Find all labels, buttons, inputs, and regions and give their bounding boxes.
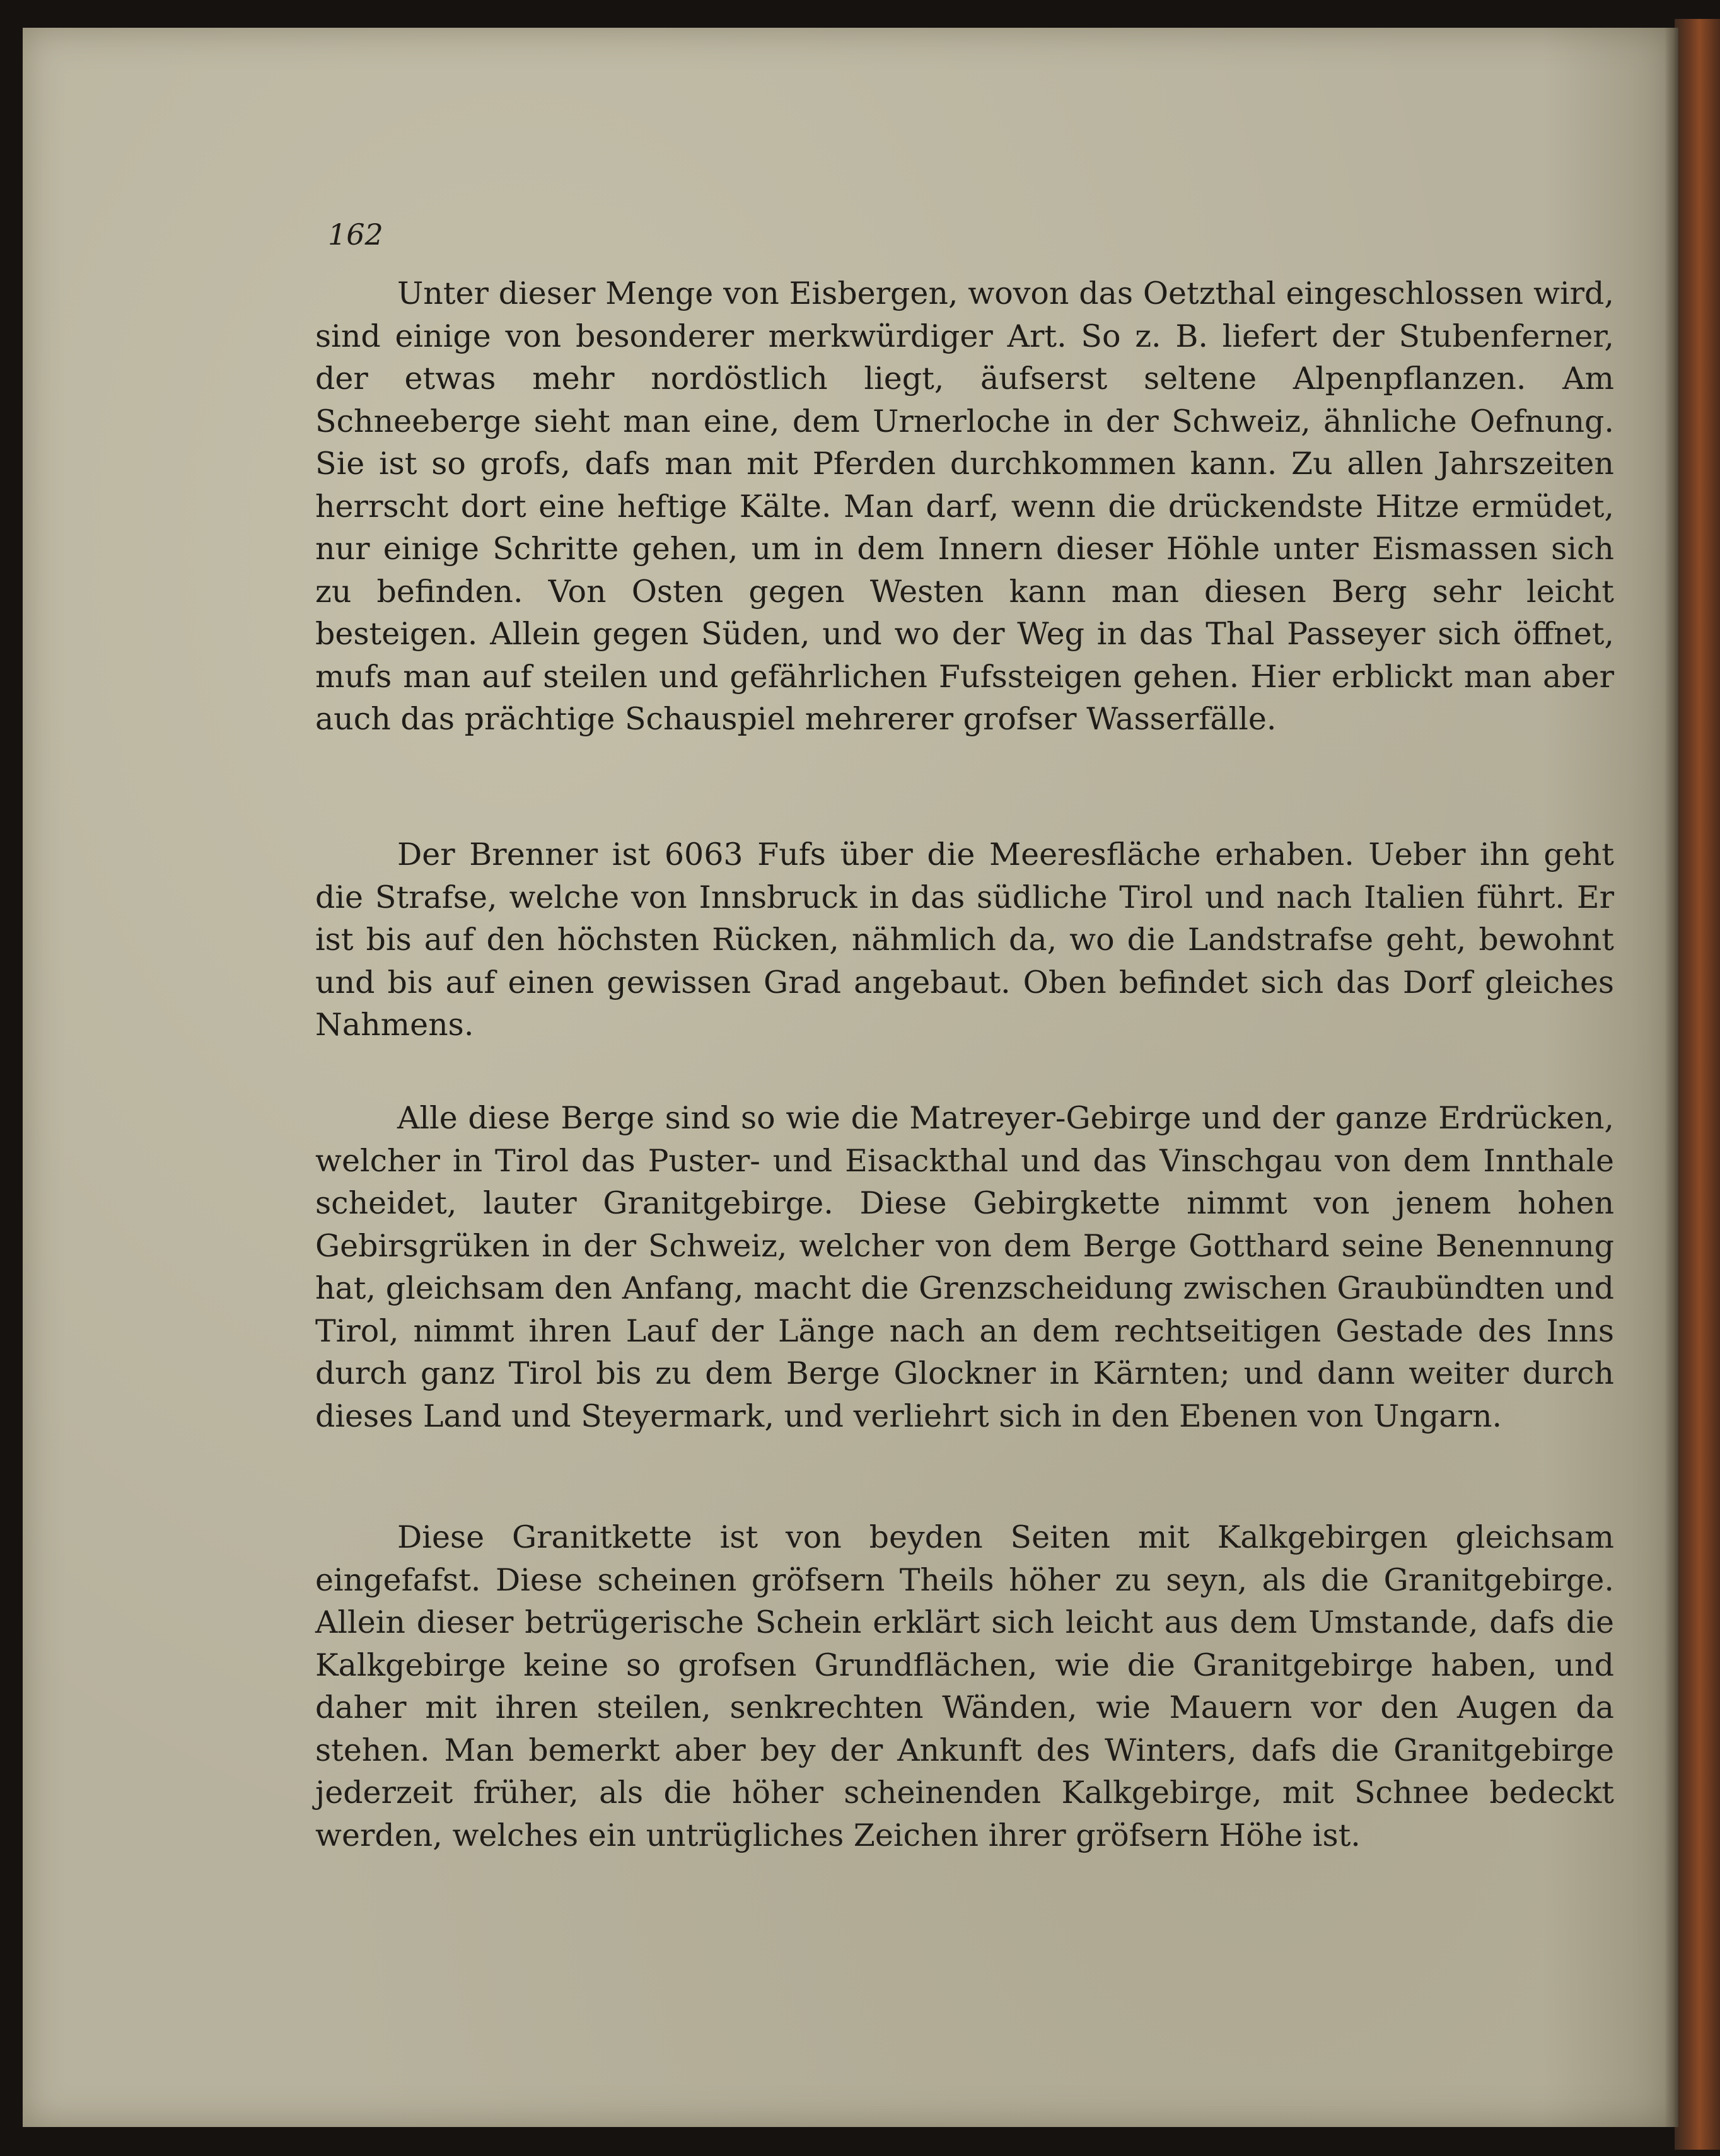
page-number: 162 xyxy=(328,217,383,252)
paragraph-brenner: Der Brenner ist 6063 Fufs über die Meeresfläche erhaben. Ueber ihn geht die Strafse, welche von Innsbruck in das südliche Tirol und nach Italien führt. Er ist bis auf den höchsten Rücken, nähmlich da, wo die Landstrafse geht, bewohnt und bis auf einen gewissen Grad angebaut. Oben befindet sich das Dorf gleiches Nahmens. xyxy=(315,837,1614,1043)
page-gutter-shadow xyxy=(1665,28,1678,2127)
paragraph-eisberge: Unter dieser Menge von Eisbergen, wovon das Oetzthal eingeschlossen wird, sind einige von besonderer merkwürdiger Art. So z. B. liefert der Stubenferner, der etwas mehr nordöstlich liegt, äufserst seltene Alpenpflanzen. Am Schneeberge sieht man eine, dem Urnerloche in der Schweiz, ähnliche Oefnung. Sie ist so grofs, dafs man mit Pferden durchkommen kann. Zu allen Jahrszeiten herrscht dort eine heftige Kälte. Man darf, wenn die drückendste Hitze ermüdet, nur einige Schritte gehen, um in dem Innern dieser Höhle unter Eismassen sich zu befinden. Von Osten gegen Westen kann man diesen Berg sehr leicht besteigen. Allein gegen Süden, und wo der Weg in das Thal Passeyer sich öffnet, mufs man auf steilen und gefährlichen Fufssteigen gehen. Hier erblickt man aber auch das prächtige Schauspiel mehrerer grofser Wasserfälle. xyxy=(315,275,1614,737)
book-spine xyxy=(1675,19,1720,2150)
paragraph-kalkgebirge: Diese Granitkette ist von beyden Seiten mit Kalkgebirgen gleichsam eingefafst. Diese scheinen gröfsern Theils höher zu seyn, als die Granitgebirge. Allein dieser betrügerische Schein erklärt sich leicht aus dem Umstande, dafs die Kalkgebirge keine so grofsen Grundflächen, wie die Granitgebirge haben, und daher mit ihren steilen, senkrechten Wänden, wie Mauern vor den Augen da stehen. Man bemerkt aber bey der Ankunft des Winters, dafs die Granitgebirge jederzeit früher, als die höher scheinenden Kalkgebirge, mit Schnee bedeckt werden, welches ein untrügliches Zeichen ihrer gröfsern Höhe ist. xyxy=(315,1519,1614,1853)
paragraph-granitgebirge: Alle diese Berge sind so wie die Matreyer-Gebirge und der ganze Erdrücken, welcher in Tirol das Puster- und Eisackthal und das Vinschgau von dem Innthale scheidet, lauter Granitgebirge. Diese Gebirgkette nimmt von jenem hohen Gebirsgrüken in der Schweiz, welcher von dem Berge Gotthard seine Benennung hat, gleichsam den Anfang, macht die Grenzscheidung zwischen Graubündten und Tirol, nimmt ihren Lauf der Länge nach an dem rechtseitigen Gestade des Inns durch ganz Tirol bis zu dem Berge Glockner in Kärnten; und dann weiter durch dieses Land und Steyermark, und verliehrt sich in den Ebenen von Ungarn. xyxy=(315,1100,1614,1434)
